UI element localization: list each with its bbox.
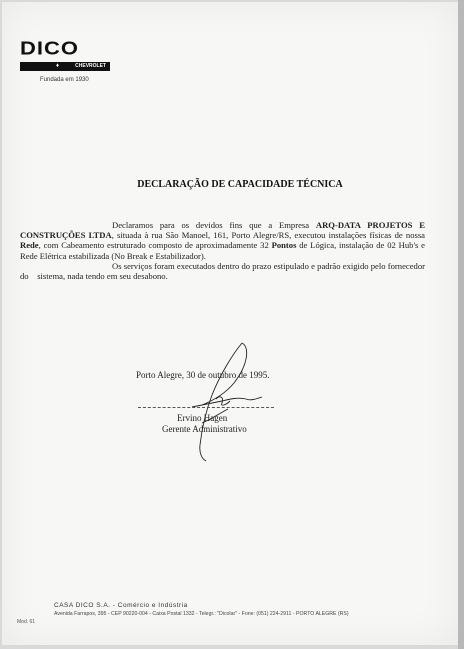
company-logo [20,37,110,71]
p1-pontos: Pontos [271,240,297,251]
signature-mark [172,335,267,465]
chevrolet-bowtie-icon: ♦ [56,63,60,69]
paragraph-2: Os serviços foram executados dentro do prazo estipulado e padrão exigido pelo fornecedor do sistema, nada tendo em seu desabono. [20,260,428,282]
footer-company: CASA DICO S.A. - Comércio e Indústria [54,602,188,609]
footer-address: Avenida Farrapos, 395 - CEP 90220-004 - Caixa Postal 1332 - Telegr.: "Dicolar" - Fone: (051) 224-2911 - PORTO ALEGRE (RS) [54,611,349,617]
form-code: Mod. 61 [17,619,36,625]
p1-rede: Rede [20,240,39,251]
document-page [2,2,458,645]
p1-company: ARQ-DATA PROJETOS E CONSTRUÇÕES LTDA [20,220,425,241]
p1-text-d: de Lógica, instalação de 02 Hub's e Rede Elétrica estabilizada (No Break e Estabilizador). [20,240,425,261]
founded-text: Fundada em 1930 [40,77,89,83]
p1-text-c: , com Cabeamento estruturado composto de aproximadamente 32 [38,240,272,251]
logo-bar [20,62,110,71]
scan-edge [458,0,464,649]
signature-line [138,407,274,408]
logo-subtext: CHEVROLET [75,63,106,69]
signer-role: Gerente Administrativo [162,424,247,434]
signer-name: Ervino Hagen [177,413,228,423]
logo-wordmark: DICO [20,37,79,59]
paragraph-1 [20,220,425,261]
document-body [20,220,428,282]
document-title: DECLARAÇÃO DE CAPACIDADE TÉCNICA [137,179,343,190]
p1-text-a: Declaramos para os devidos fins que a Empresa [112,220,316,230]
city-date: Porto Alegre, 30 de outubro de 1995. [136,370,270,380]
p1-text-b: , situada à rua São Manoel, 161, Porto Alegre/RS, executou instalações físicas de nossa [111,230,425,241]
